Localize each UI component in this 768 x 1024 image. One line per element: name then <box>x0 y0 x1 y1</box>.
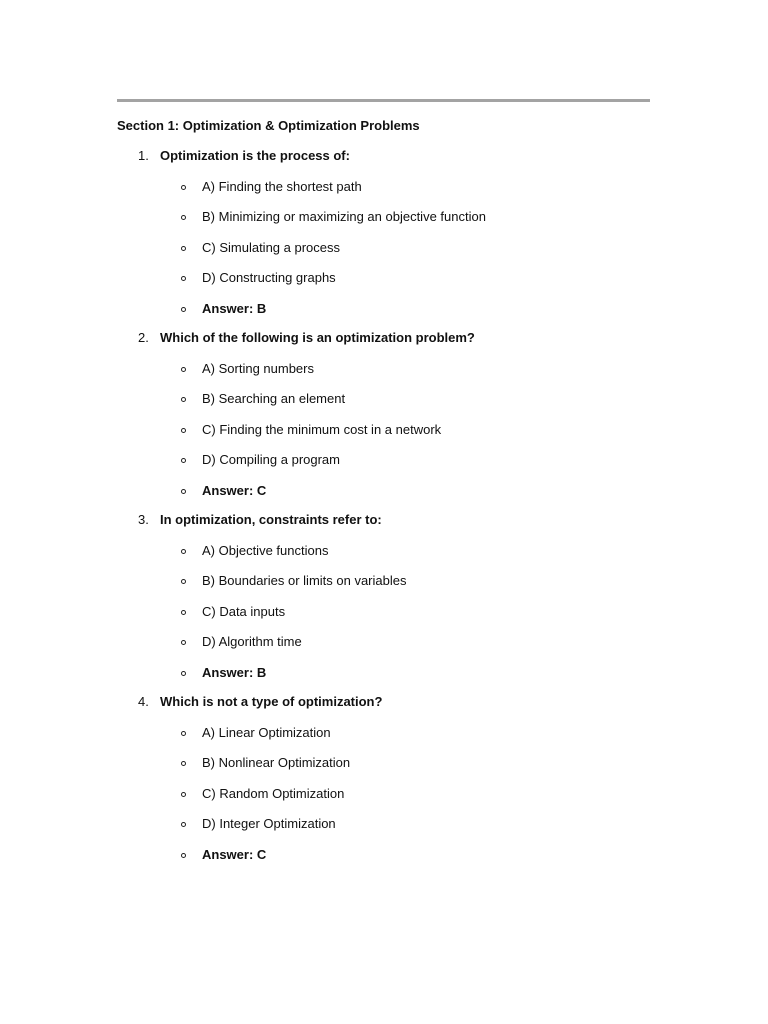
option-item <box>0 209 768 229</box>
answer-text: Answer: C <box>202 847 267 862</box>
hollow-bullet-icon <box>181 853 186 858</box>
question-text: Optimization is the process of: <box>160 148 350 163</box>
answer-text: Answer: B <box>202 301 267 316</box>
option-item <box>0 755 768 775</box>
option-text: C) Random Optimization <box>202 786 345 801</box>
horizontal-rule <box>117 99 650 102</box>
option-text: B) Nonlinear Optimization <box>202 755 351 770</box>
option-item <box>0 240 768 260</box>
hollow-bullet-icon <box>181 549 186 554</box>
option-text: C) Finding the minimum cost in a network <box>202 422 442 437</box>
hollow-bullet-icon <box>181 428 186 433</box>
hollow-bullet-icon <box>181 185 186 190</box>
hollow-bullet-icon <box>181 489 186 494</box>
answer-item <box>0 665 768 685</box>
option-item <box>0 816 768 836</box>
hollow-bullet-icon <box>181 610 186 615</box>
option-item <box>0 573 768 593</box>
option-item <box>0 543 768 563</box>
answer-text: Answer: B <box>202 665 267 680</box>
option-item <box>0 361 768 381</box>
option-item <box>0 179 768 199</box>
answer-item <box>0 483 768 503</box>
hollow-bullet-icon <box>181 731 186 736</box>
option-item <box>0 604 768 624</box>
hollow-bullet-icon <box>181 761 186 766</box>
hollow-bullet-icon <box>181 367 186 372</box>
option-text: A) Finding the shortest path <box>202 179 362 194</box>
option-item <box>0 452 768 472</box>
question-number: 4. <box>138 694 149 709</box>
option-item <box>0 634 768 654</box>
hollow-bullet-icon <box>181 579 186 584</box>
hollow-bullet-icon <box>181 276 186 281</box>
option-text: A) Linear Optimization <box>202 725 331 740</box>
question-text: Which of the following is an optimization problem? <box>160 330 475 345</box>
option-text: D) Compiling a program <box>202 452 340 467</box>
option-text: D) Integer Optimization <box>202 816 336 831</box>
hollow-bullet-icon <box>181 397 186 402</box>
question-text: Which is not a type of optimization? <box>160 694 383 709</box>
hollow-bullet-icon <box>181 640 186 645</box>
question-number: 2. <box>138 330 149 345</box>
option-text: D) Algorithm time <box>202 634 302 649</box>
option-text: A) Sorting numbers <box>202 361 314 376</box>
option-item <box>0 270 768 290</box>
hollow-bullet-icon <box>181 215 186 220</box>
option-item <box>0 786 768 806</box>
question-text: In optimization, constraints refer to: <box>160 512 382 527</box>
option-text: C) Simulating a process <box>202 240 340 255</box>
hollow-bullet-icon <box>181 307 186 312</box>
hollow-bullet-icon <box>181 792 186 797</box>
hollow-bullet-icon <box>181 458 186 463</box>
option-item <box>0 391 768 411</box>
option-text: D) Constructing graphs <box>202 270 336 285</box>
answer-item <box>0 301 768 321</box>
option-text: B) Boundaries or limits on variables <box>202 573 407 588</box>
hollow-bullet-icon <box>181 671 186 676</box>
question-number: 3. <box>138 512 149 527</box>
answer-text: Answer: C <box>202 483 267 498</box>
option-text: B) Minimizing or maximizing an objective function <box>202 209 486 224</box>
option-text: A) Objective functions <box>202 543 329 558</box>
question-number: 1. <box>138 148 149 163</box>
option-item <box>0 725 768 745</box>
option-text: B) Searching an element <box>202 391 346 406</box>
hollow-bullet-icon <box>181 246 186 251</box>
answer-item <box>0 847 768 867</box>
section-heading: Section 1: Optimization & Optimization Problems <box>117 118 420 133</box>
option-item <box>0 422 768 442</box>
option-text: C) Data inputs <box>202 604 286 619</box>
hollow-bullet-icon <box>181 822 186 827</box>
